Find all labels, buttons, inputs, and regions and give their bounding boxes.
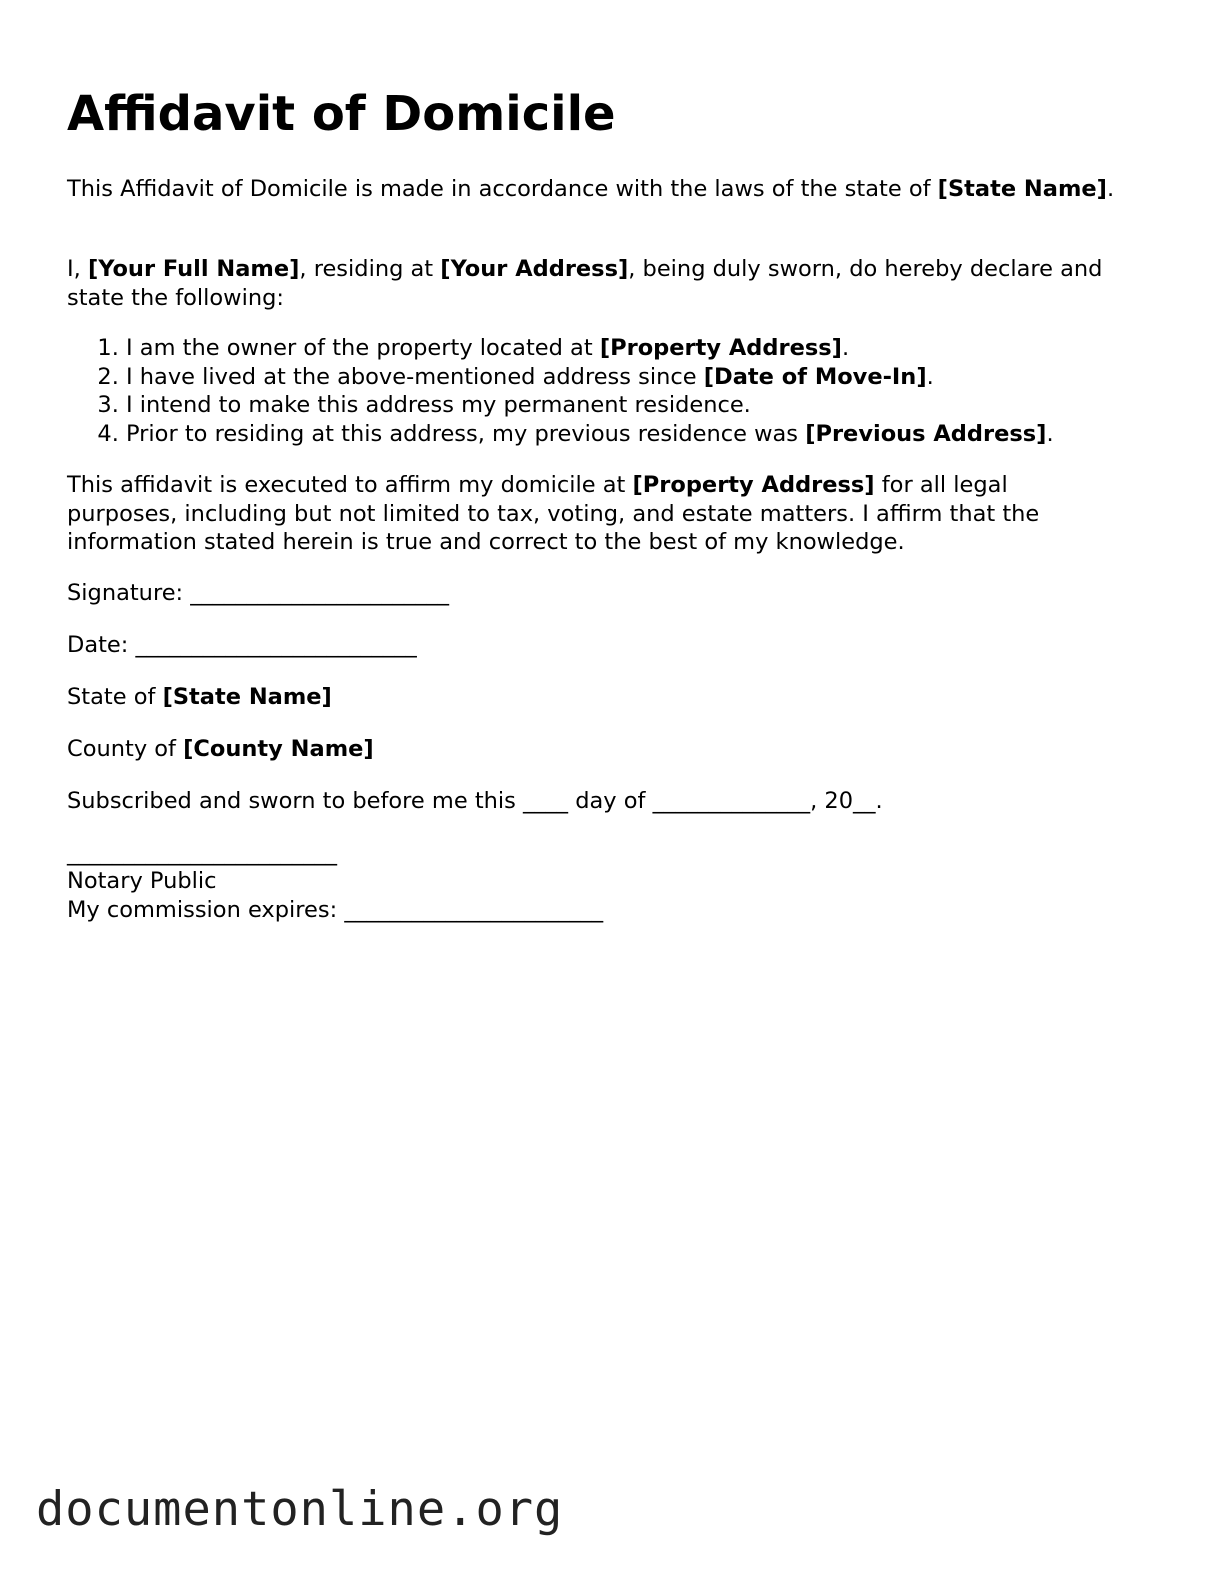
sworn-line[interactable]: Subscribed and sworn to before me this ____ day of ______________, 20__.: [67, 788, 883, 814]
document-title: Affidavit of Domicile: [67, 86, 616, 142]
county-name-placeholder: [County Name]: [183, 736, 374, 762]
notary-public-label: Notary Public: [67, 868, 217, 894]
declaration-suffix: , being duly sworn, do hereby declare and state the following:: [67, 256, 1103, 311]
purpose-paragraph: [67, 471, 1117, 557]
intro-end: .: [1106, 176, 1115, 202]
watermark: documentonline.org: [36, 1482, 564, 1537]
list-item: [126, 363, 1176, 392]
statement-text: I am the owner of the property located at: [126, 335, 600, 361]
state-name-placeholder: [State Name]: [162, 684, 332, 710]
property-address-placeholder: [Property Address]: [632, 472, 875, 498]
statement-text: I intend to make this address my permanent residence.: [126, 392, 751, 418]
notary-signature-line[interactable]: ________________________: [67, 840, 337, 866]
list-item: [126, 391, 1176, 420]
declaration-prefix: I,: [67, 256, 88, 282]
statement-text: Prior to residing at this address, my previous residence was: [126, 420, 806, 447]
purpose-prefix: This affidavit is executed to affirm my domicile at: [67, 472, 633, 498]
county-label: County of: [67, 736, 184, 762]
previous-address-placeholder: [Previous Address]: [805, 420, 1047, 447]
date-line[interactable]: Date: _________________________: [67, 632, 417, 658]
your-address-placeholder: [Your Address]: [440, 256, 629, 282]
declaration-paragraph: [67, 255, 1127, 312]
statement-end: .: [841, 335, 850, 361]
property-address-placeholder: [Property Address]: [599, 335, 842, 361]
statement-end: .: [1046, 420, 1054, 447]
state-label: State of: [67, 684, 163, 710]
purpose-suffix: for all legal purposes, including but not limited to tax, voting, and estate matters. I affirm that the information stated herein is true and correct to the best of my knowledge.: [67, 472, 1040, 555]
statement-end: .: [926, 363, 934, 390]
state-line: [67, 683, 1147, 712]
statements-list: [67, 334, 1176, 448]
move-in-date-placeholder: [Date of Move-In]: [703, 363, 927, 390]
county-line: [67, 735, 1147, 764]
state-name-placeholder: [State Name]: [937, 176, 1107, 202]
statement-text: I have lived at the above-mentioned address since: [126, 363, 704, 390]
list-item: [126, 334, 1176, 363]
commission-expires-line[interactable]: My commission expires: _______________________: [67, 897, 604, 923]
intro-paragraph: [67, 175, 1147, 204]
list-item: [126, 420, 1176, 449]
signature-line[interactable]: Signature: _______________________: [67, 580, 450, 606]
declaration-middle: , residing at: [299, 256, 441, 282]
intro-text: This Affidavit of Domicile is made in accordance with the laws of the state of: [67, 176, 938, 202]
full-name-placeholder: [Your Full Name]: [87, 256, 300, 282]
